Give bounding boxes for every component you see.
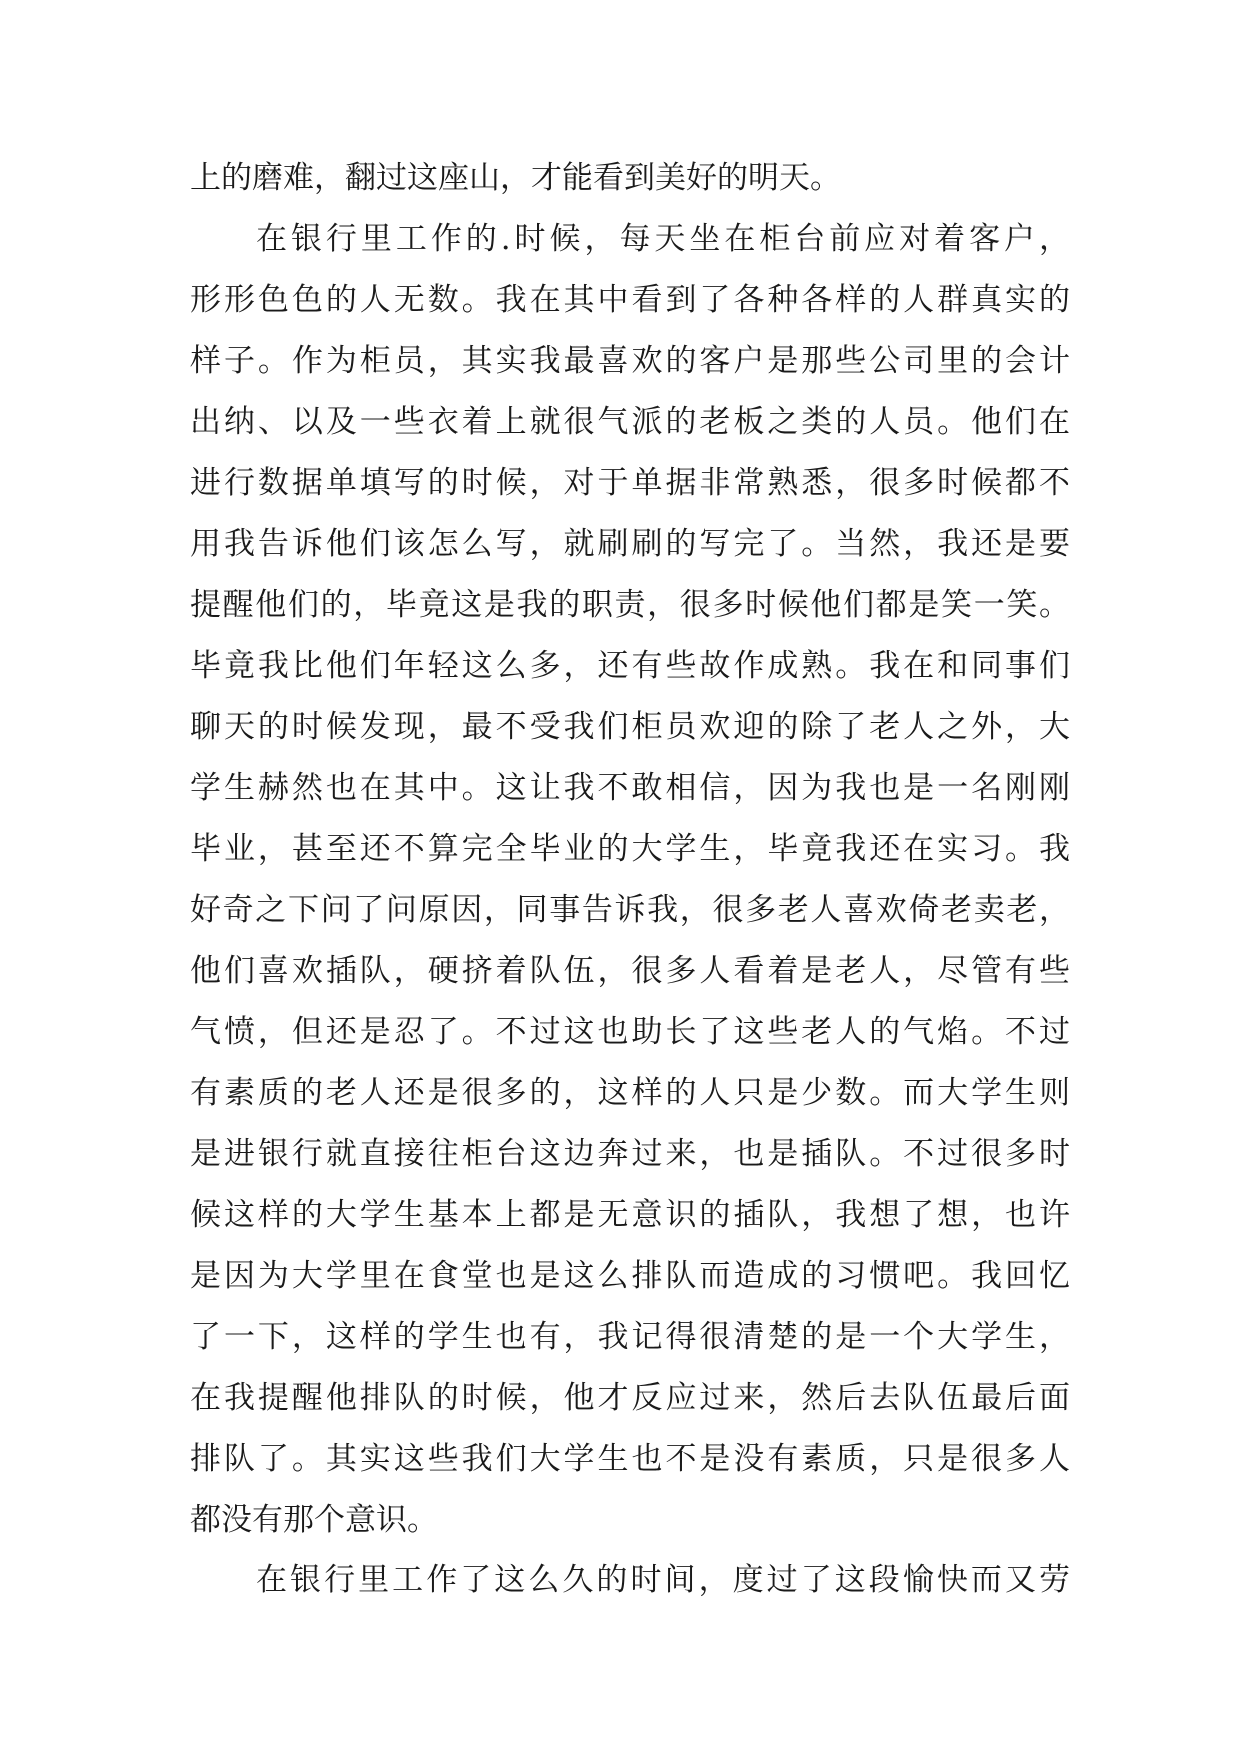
text-line: 他们喜欢插队，硬挤着队伍，很多人看着是老人，尽管有些 bbox=[190, 953, 1070, 989]
text-line: 都没有那个意识。 bbox=[190, 1502, 438, 1538]
text-line: 学生赫然也在其中。这让我不敢相信，因为我也是一名刚刚 bbox=[190, 770, 1070, 806]
text-line: 气愤，但还是忍了。不过这也助长了这些老人的气焰。不过 bbox=[190, 1014, 1070, 1050]
text-line: 候这样的大学生基本上都是无意识的插队，我想了想，也许 bbox=[190, 1197, 1070, 1233]
text-line: 是因为大学里在食堂也是这么排队而造成的习惯吧。我回忆 bbox=[190, 1258, 1070, 1294]
text-line: 毕竟我比他们年轻这么多，还有些故作成熟。我在和同事们 bbox=[190, 648, 1070, 684]
text-line: 在我提醒他排队的时候，他才反应过来，然后去队伍最后面 bbox=[190, 1380, 1070, 1416]
text-line: 好奇之下问了问原因，同事告诉我，很多老人喜欢倚老卖老， bbox=[190, 892, 1070, 928]
text-line: 出纳、以及一些衣着上就很气派的老板之类的人员。他们在 bbox=[190, 404, 1070, 440]
text-line: 是进银行就直接往柜台这边奔过来，也是插队。不过很多时 bbox=[190, 1136, 1070, 1172]
text-line: 形形色色的人无数。我在其中看到了各种各样的人群真实的 bbox=[190, 282, 1070, 318]
text-line: 在银行里工作的.时候，每天坐在柜台前应对着客户， bbox=[256, 221, 1070, 257]
text-line: 在银行里工作了这么久的时间，度过了这段愉快而又劳 bbox=[256, 1562, 1070, 1598]
text-line: 样子。作为柜员，其实我最喜欢的客户是那些公司里的会计 bbox=[190, 343, 1070, 379]
text-line: 毕业，甚至还不算完全毕业的大学生，毕竟我还在实习。我 bbox=[190, 831, 1070, 867]
text-line: 进行数据单填写的时候，对于单据非常熟悉，很多时候都不 bbox=[190, 465, 1070, 501]
text-line: 有素质的老人还是很多的，这样的人只是少数。而大学生则 bbox=[190, 1075, 1070, 1111]
text-line: 提醒他们的，毕竟这是我的职责，很多时候他们都是笑一笑。 bbox=[190, 587, 1070, 623]
text-line: 聊天的时候发现，最不受我们柜员欢迎的除了老人之外，大 bbox=[190, 709, 1070, 745]
text-line: 用我告诉他们该怎么写，就刷刷的写完了。当然，我还是要 bbox=[190, 526, 1070, 562]
text-line: 排队了。其实这些我们大学生也不是没有素质，只是很多人 bbox=[190, 1441, 1070, 1477]
text-line: 了一下，这样的学生也有，我记得很清楚的是一个大学生， bbox=[190, 1319, 1070, 1355]
text-line: 上的磨难，翻过这座山，才能看到美好的明天。 bbox=[190, 160, 841, 196]
